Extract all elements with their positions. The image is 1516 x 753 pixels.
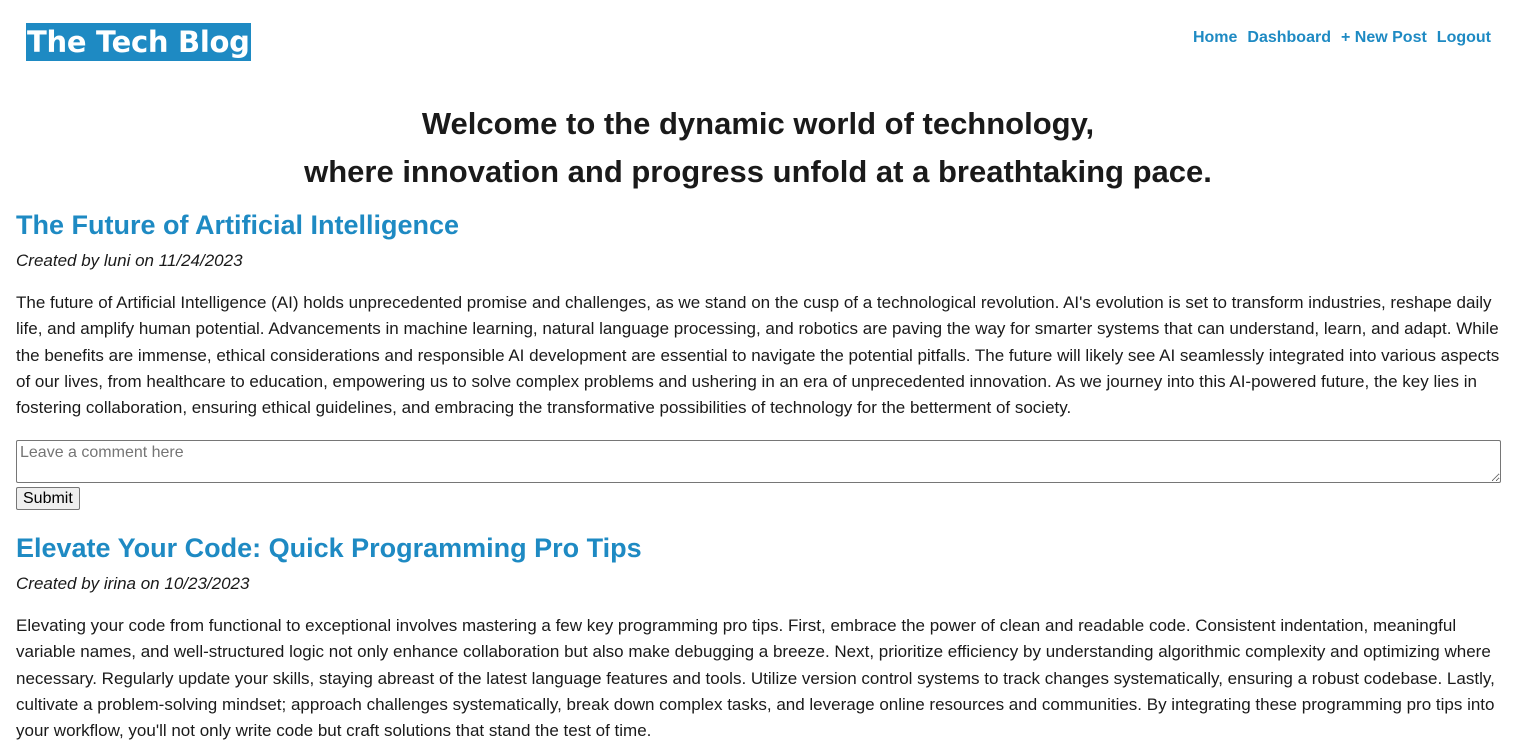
welcome-heading xyxy=(0,100,1516,196)
post-meta: Created by luni on 11/24/2023 xyxy=(16,251,243,270)
post-body: Elevating your code from functional to exceptional involves mastering a few key programming pro tips. First, embrace the power of clean and readable code. Consistent indentation, meaningful variable names, and well-structured logic not only enhance collaboration but also make debugging a breeze. Next, prioritize efficiency by understanding algorithmic complexity and optimizing where necessary. Regularly update your skills, staying abreast of the latest language features and tools. Utilize version control systems to track changes systematically, ensuring a robust codebase. Lastly, cultivate a problem-solving mindset; approach challenges systematically, break down complex tasks, and leverage online resources and communities. By integrating these programming pro tips into your workflow, you'll not only write code but craft solutions that stand the test of time. xyxy=(16,616,1495,741)
nav-dashboard-link[interactable]: Dashboard xyxy=(1247,29,1331,46)
post-card xyxy=(16,205,1502,510)
welcome-line-1: Welcome to the dynamic world of technology, xyxy=(421,106,1095,141)
post-meta: Created by irina on 10/23/2023 xyxy=(16,574,250,593)
main-nav xyxy=(1193,28,1491,48)
nav-logout-link[interactable]: Logout xyxy=(1436,29,1491,46)
submit-comment-button[interactable]: Submit xyxy=(16,487,80,510)
post-card xyxy=(16,528,1502,744)
post-body: The future of Artificial Intelligence (AI) holds unprecedented promise and challenges, as we stand on the cusp of a technological revolution. AI's evolution is set to transform industries, reshape daily life, and amplify human potential. Advancements in machine learning, natural language processing, and robotics are paving the way for smarter systems that can understand, learn, and adapt. While the benefits are immense, ethical considerations and responsible AI development are essential to navigate the potential pitfalls. The future will likely see AI seamlessly integrated into various aspects of our lives, from healthcare to education, empowering us to solve complex problems and ushering in an era of unprecedented innovation. As we journey into this AI-powered future, the key lies in fostering collaboration, ensuring ethical guidelines, and embracing the transformative possibilities of technology for the betterment of society. xyxy=(16,293,1500,418)
nav-home-link[interactable]: Home xyxy=(1192,29,1238,46)
site-logo[interactable]: The Tech Blog xyxy=(27,25,250,59)
nav-new-post-link[interactable]: + New Post xyxy=(1340,29,1427,46)
post-title-link[interactable]: Elevate Your Code: Quick Programming Pro Tips xyxy=(16,533,642,563)
comment-input[interactable] xyxy=(16,440,1501,483)
post-title-link[interactable]: The Future of Artificial Intelligence xyxy=(16,210,460,240)
welcome-line-2: where innovation and progress unfold at a breathtaking pace. xyxy=(304,154,1212,189)
